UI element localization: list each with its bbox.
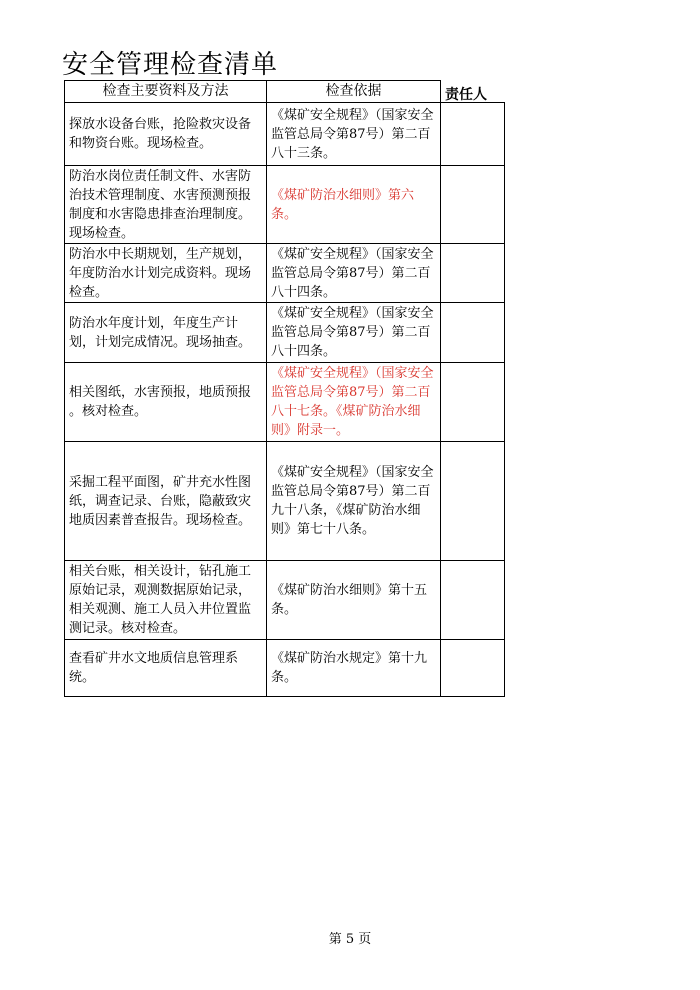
method-cell: 相关图纸，水害预报，地质预报 。核对检查。 [65,363,267,442]
header-basis: 检查依据 [267,81,441,103]
page-number: 第 5 页 [328,932,372,947]
basis-cell: 《煤矿防治水规定》第十九条。 [267,640,441,697]
basis-cell: 《煤矿安全规程》（国家安全监管总局令第87号）第二百八十四条。 [267,303,441,363]
checklist-table [64,80,505,697]
table-header-row [65,81,505,103]
basis-cell: 《煤矿安全规程》（国家安全监管总局令第87号）第二百八十四条。 [267,244,441,303]
table-row [65,166,505,244]
table-row [65,244,505,303]
table-row [65,303,505,363]
table-row [65,363,505,442]
basis-cell: 《煤矿防治水细则》第六条。 [267,166,441,244]
basis-cell: 《煤矿安全规程》（国家安全监管总局令第87号）第二百九十八条，《煤矿防治水细则》第七十八条。 [267,442,441,561]
table-row [65,442,505,561]
owner-cell [441,442,505,561]
table-row [65,103,505,166]
basis-cell: 《煤矿防治水细则》第十五条。 [267,561,441,640]
method-cell: 相关台账，相关设计，钻孔施工原始记录，观测数据原始记录，相关观测、施工人员入井位置监测记录。核对检查。 [65,561,267,640]
header-method: 检查主要资料及方法 [65,81,267,103]
method-cell: 防治水年度计划，年度生产计划，计划完成情况。现场抽查。 [65,303,267,363]
owner-cell [441,561,505,640]
method-cell: 探放水设备台账，抢险救灾设备和物资台账。现场检查。 [65,103,267,166]
owner-cell [441,244,505,303]
basis-cell: 《煤矿安全规程》（国家安全监管总局令第87号）第二百八十七条。《煤矿防治水细则》附录一。 [267,363,441,442]
header-owner: 责任人 [445,87,487,103]
method-cell: 防治水岗位责任制文件、水害防治技术管理制度、水害预测预报制度和水害隐患排查治理制度。现场检查。 [65,166,267,244]
page-title: 安全管理检查清单 [62,50,279,80]
table-row [65,561,505,640]
method-cell: 查看矿井水文地质信息管理系统。 [65,640,267,697]
owner-cell [441,103,505,166]
basis-cell: 《煤矿安全规程》（国家安全监管总局令第87号）第二百八十三条。 [267,103,441,166]
owner-cell [441,363,505,442]
owner-cell [441,166,505,244]
table-row [65,640,505,697]
method-cell: 防治水中长期规划，生产规划，年度防治水计划完成资料。现场检查。 [65,244,267,303]
owner-cell [441,640,505,697]
method-cell: 采掘工程平面图，矿井充水性图纸，调查记录、台账，隐蔽致灾地质因素普查报告。现场检查。 [65,442,267,561]
owner-cell [441,303,505,363]
